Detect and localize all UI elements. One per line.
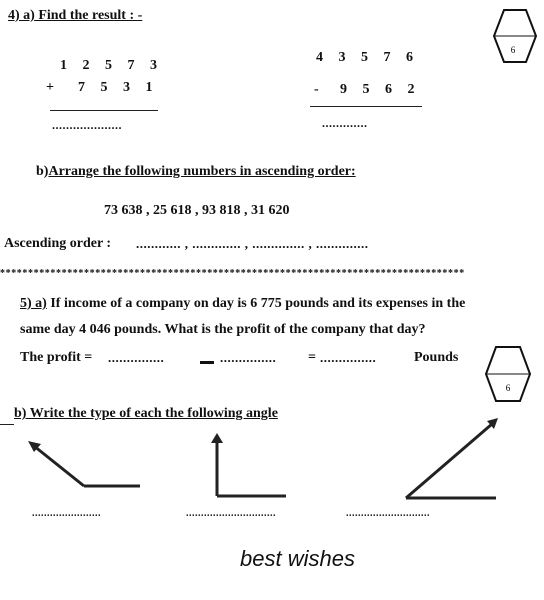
- add-rule: [50, 110, 158, 111]
- separator-stars: ***********************************************************************************: [0, 268, 465, 279]
- profit-label: The profit =: [20, 350, 93, 365]
- angle-blank-1[interactable]: .......................: [32, 508, 101, 519]
- add-answer-blank[interactable]: ....................: [52, 118, 122, 132]
- numbers-list: 73 638 , 25 618 , 93 818 , 31 620: [104, 203, 290, 218]
- q5a-line1: [20, 296, 465, 312]
- angle-blank-3[interactable]: ............................: [346, 508, 430, 519]
- q5a-line2: same day 4 046 pounds. What is the profit of the company that day?: [20, 322, 426, 337]
- right-angle-icon: [200, 430, 290, 502]
- add-bottom-number: 7 5 3 1: [78, 80, 159, 95]
- add-operator: +: [46, 80, 54, 95]
- pounds-label: Pounds: [414, 350, 459, 365]
- closing-text: best wishes: [240, 546, 355, 571]
- obtuse-angle-icon: [24, 438, 144, 498]
- q4b-heading-text: Arrange the following numbers in ascending order:: [48, 164, 356, 179]
- q5b-heading-rule: [0, 424, 14, 425]
- q4b-prefix: b): [36, 164, 49, 179]
- acute-angle-icon: [400, 412, 502, 504]
- sub-answer-blank[interactable]: .............: [322, 116, 368, 130]
- q4b-heading: [36, 164, 356, 180]
- q5a-number: 5) a): [20, 296, 47, 311]
- q5b-heading: b) Write the type of each the following angle: [14, 406, 278, 421]
- q5a-text1: If income of a company on day is 6 775 pounds and its expenses in the: [50, 296, 466, 311]
- ascending-blanks[interactable]: ............ , ............. , .............. , ..............: [136, 236, 369, 251]
- sub-rule: [310, 106, 422, 107]
- sub-bottom-number: 9 5 6 2: [340, 82, 421, 97]
- profit-blank-2[interactable]: ...............: [220, 350, 277, 365]
- minus-sign-icon: [200, 361, 214, 364]
- q4-mark-text: 6: [510, 45, 516, 55]
- q5-mark-hexagon-icon: [484, 345, 532, 403]
- add-top-number: 1 2 5 7 3: [60, 58, 163, 73]
- profit-blank-3[interactable]: ...............: [320, 350, 377, 365]
- q4-heading: 4) a) Find the result : -: [8, 8, 143, 23]
- sub-top-number: 4 3 5 7 6: [316, 50, 419, 65]
- profit-blank-1[interactable]: ...............: [108, 350, 165, 365]
- q5-mark-text: 6: [505, 383, 511, 393]
- equals-sign: =: [308, 350, 316, 365]
- ascending-label: Ascending order :: [4, 236, 112, 251]
- angle-blank-2[interactable]: ..............................: [186, 508, 276, 519]
- sub-operator: -: [314, 82, 319, 97]
- q4-mark-hexagon-icon: [492, 8, 538, 64]
